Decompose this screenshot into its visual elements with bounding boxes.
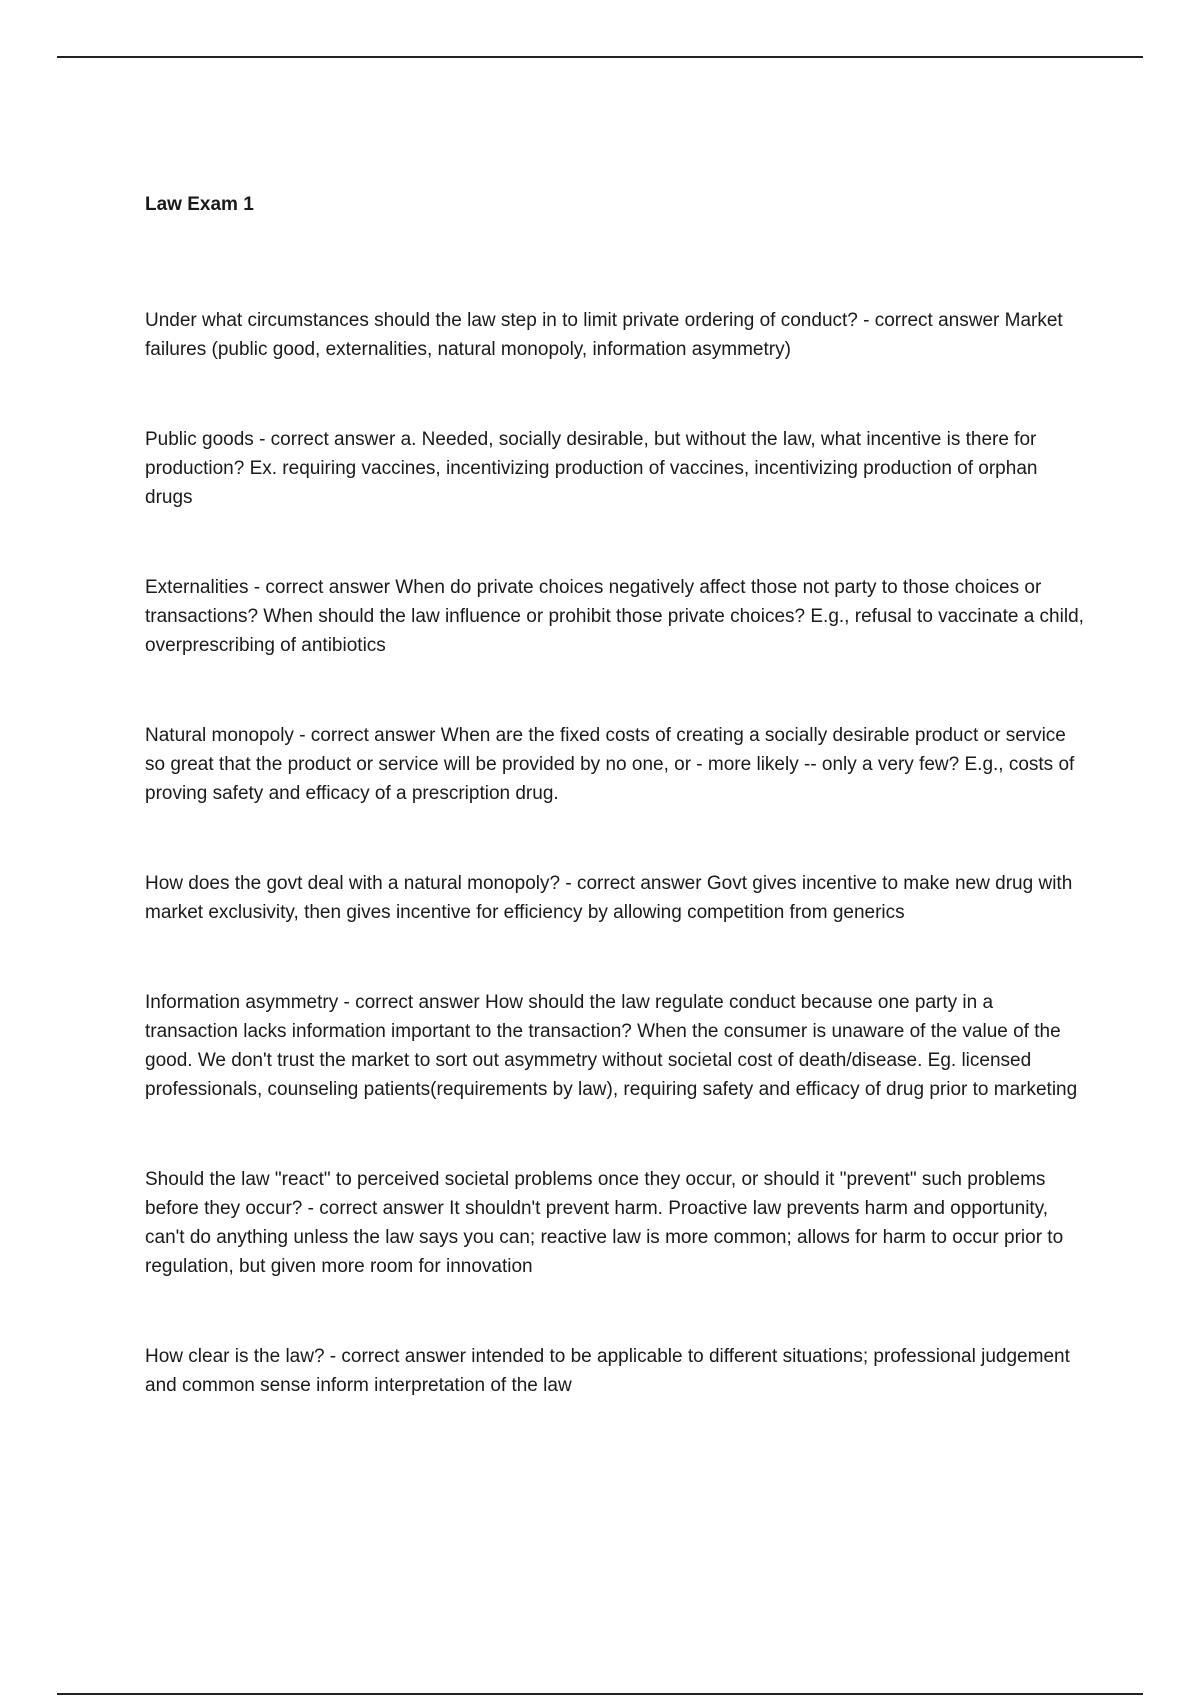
qa-answer: When are the fixed costs of creating a socially desirable product or service so great that the product or service will be provided by no one, or - more likely -- only a very few? E.g., costs of proving safety and efficacy of a prescription drug. — [145, 725, 1075, 804]
qa-answer: It shouldn't prevent harm. Proactive law prevents harm and opportunity, can't do anything unless the law says you can; reactive law is more common; allows for harm to occur prior to regulation, but given more room for innovation — [145, 1198, 1064, 1277]
qa-question: Public goods — [145, 429, 254, 450]
qa-item — [145, 1342, 1090, 1400]
qa-answer: Govt gives incentive to make new drug with market exclusivity, then gives incentive for efficiency by allowing competition from generics — [145, 873, 1073, 923]
qa-item — [145, 306, 1090, 364]
qa-answer: a. Needed, socially desirable, but without the law, what incentive is there for production? Ex. requiring vaccines, incentivizing production of vaccines, incentivizing production of orphan drugs — [145, 429, 1038, 508]
page-header-rule — [57, 56, 1143, 58]
qa-question: Information asymmetry — [145, 992, 339, 1013]
qa-question: How clear is the law? — [145, 1346, 325, 1367]
qa-question: Under what circumstances should the law step in to limit private ordering of conduct? — [145, 310, 858, 331]
qa-question: Should the law "react" to perceived societal problems once they occur, or should it "prevent" such problems before they occur? — [145, 1169, 1046, 1219]
qa-item — [145, 425, 1090, 512]
qa-question: Natural monopoly — [145, 725, 294, 746]
qa-list — [145, 306, 1090, 1400]
qa-separator: - correct answer — [248, 577, 396, 598]
qa-question: Externalities — [145, 577, 249, 598]
qa-separator: - correct answer — [324, 1346, 472, 1367]
qa-answer: How should the law regulate conduct because one party in a transaction lacks information important to the transaction? When the consumer is unaware of the value of the good. We don't trust the market to sort out asymmetry without societal cost of death/disease. Eg. licensed professionals, counseling patients(requirements by law), requiring safety and efficacy of drug prior to marketing — [145, 992, 1078, 1100]
qa-question: How does the govt deal with a natural monopoly? — [145, 873, 561, 894]
page-footer-rule — [57, 1693, 1143, 1695]
qa-separator: - correct answer — [302, 1198, 450, 1219]
qa-separator: - correct answer — [338, 992, 485, 1013]
qa-item — [145, 988, 1090, 1104]
qa-item — [145, 573, 1090, 660]
document-body — [145, 192, 1090, 1400]
qa-separator: - correct answer — [560, 873, 707, 894]
qa-separator: - correct answer — [857, 310, 1005, 331]
qa-answer: When do private choices negatively affect those not party to those choices or transactions? When should the law influence or prohibit those private choices? E.g., refusal to vaccinate a child, overprescribing of antibiotics — [145, 577, 1084, 656]
qa-item — [145, 1165, 1090, 1281]
qa-item — [145, 721, 1090, 808]
qa-item — [145, 869, 1090, 927]
document-title: Law Exam 1 — [145, 194, 254, 215]
qa-separator: - correct answer — [253, 429, 401, 450]
qa-answer: Market failures (public good, externalities, natural monopoly, information asymmetry) — [145, 310, 1063, 360]
qa-answer: intended to be applicable to different situations; professional judgement and common sense inform interpretation of the law — [145, 1346, 1070, 1396]
qa-separator: - correct answer — [293, 725, 441, 746]
